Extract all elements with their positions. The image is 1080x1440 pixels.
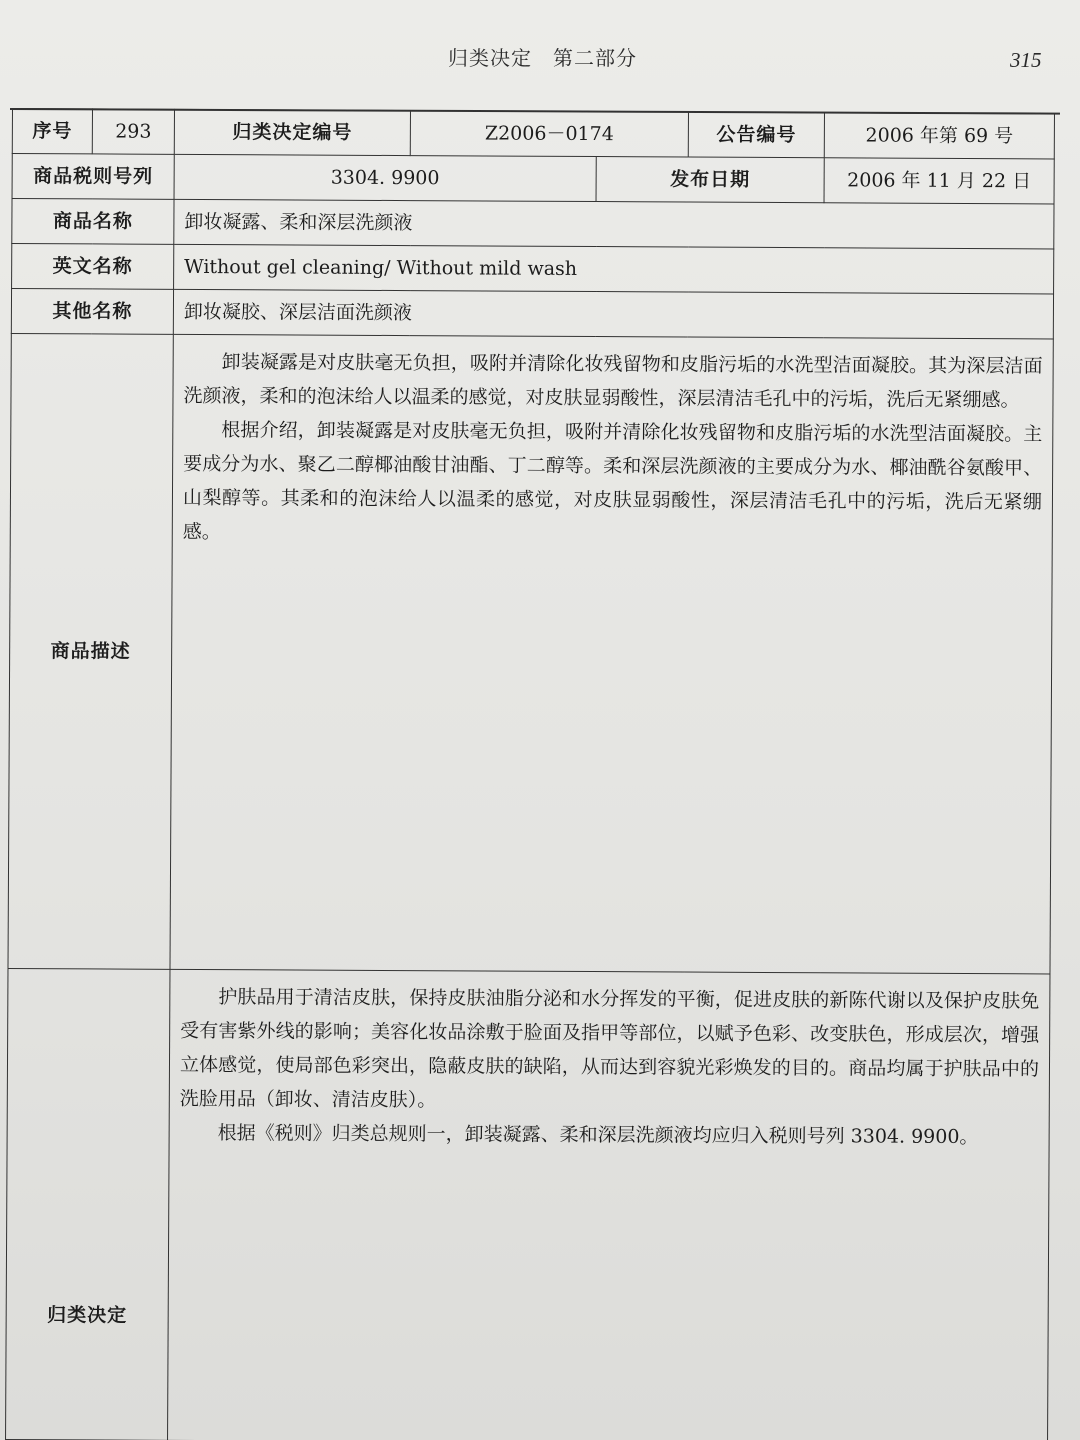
classification-record: [5, 108, 1054, 1440]
release-date-label: 发布日期: [596, 157, 824, 203]
tariff-label: 商品税则号列: [12, 154, 174, 200]
decision-content: [168, 969, 1050, 1440]
english-name-label: 英文名称: [12, 244, 174, 290]
decision-label: 归类决定: [6, 968, 170, 1440]
running-title: 归类决定 第二部分: [448, 46, 637, 70]
description-paragraph: 卸装凝露是对皮肤毫无负担，吸附并清除化妆残留物和皮脂污垢的水洗型洁面凝胶。其为深层洁面洗颜液，柔和的泡沫给人以温柔的感觉，对皮肤显弱酸性，深层清洁毛孔中的污垢，洗后无紧绷感。: [183, 351, 1043, 412]
description-content: [170, 334, 1053, 974]
description-label: 商品描述: [8, 333, 173, 969]
decision-paragraph: 护肤品用于清洁皮肤，保持皮肤油脂分泌和水分挥发的平衡，促进皮肤的新陈代谢以及保护皮肤免受有害紫外线的影响；美容化妆品涂敷于脸面及指甲等部位，以赋予色彩、改变肤色，形成层次，增强立体感觉，使局部色彩突出，隐蔽皮肤的缺陷，从而达到容貌光彩焕发的目的。商品均属于护肤品中的洗脸用品（卸妆、清洁皮肤）。: [179, 986, 1040, 1112]
release-date-value: 2006 年 11 月 22 日: [824, 158, 1054, 204]
running-head: [0, 38, 1080, 78]
table-row: [11, 289, 1053, 339]
page-number: 315: [1010, 48, 1042, 72]
table-row: [12, 199, 1054, 249]
product-name-value: 卸妆凝露、柔和深层洗颜液: [174, 199, 1054, 249]
tariff-value: 3304. 9900: [174, 154, 596, 201]
serial-value: 293: [92, 109, 174, 154]
other-name-value: 卸妆凝胶、深层洁面洗颜液: [173, 289, 1053, 339]
announcement-value: 2006 年第 69 号: [824, 113, 1054, 159]
description-paragraph: 根据介绍，卸装凝露是对皮肤毫无负担，吸附并清除化妆残留物和皮脂污垢的水洗型洁面凝胶。主要成分为水、聚乙二醇椰油酸甘油酯、丁二醇等。柔和深层洗颜液的主要成分为水、椰油酰谷氨酸甲、山梨醇等。其柔和的泡沫给人以温柔的感觉，对皮肤显弱酸性，深层清洁毛孔中的污垢，洗后无紧绷感。: [182, 419, 1043, 544]
decision-paragraph: 根据《税则》归类总规则一，卸装凝露、柔和深层洗颜液均应归入税则号列 3304. 9900。: [217, 1122, 979, 1149]
table-row: [8, 333, 1053, 973]
english-name-value: Without gel cleaning/ Without mild wash: [174, 244, 1054, 294]
decision-number-label: 归类决定编号: [174, 109, 410, 155]
table-row: [12, 244, 1054, 294]
table-row: [6, 968, 1050, 1440]
decision-number-value: Z2006－0174: [410, 111, 688, 157]
serial-label: 序号: [12, 109, 92, 154]
other-name-label: 其他名称: [11, 289, 173, 335]
table-row: [12, 154, 1054, 204]
product-name-label: 商品名称: [12, 199, 174, 245]
table-row: [12, 109, 1054, 159]
announcement-label: 公告编号: [688, 112, 824, 158]
record-table: [5, 108, 1055, 1440]
